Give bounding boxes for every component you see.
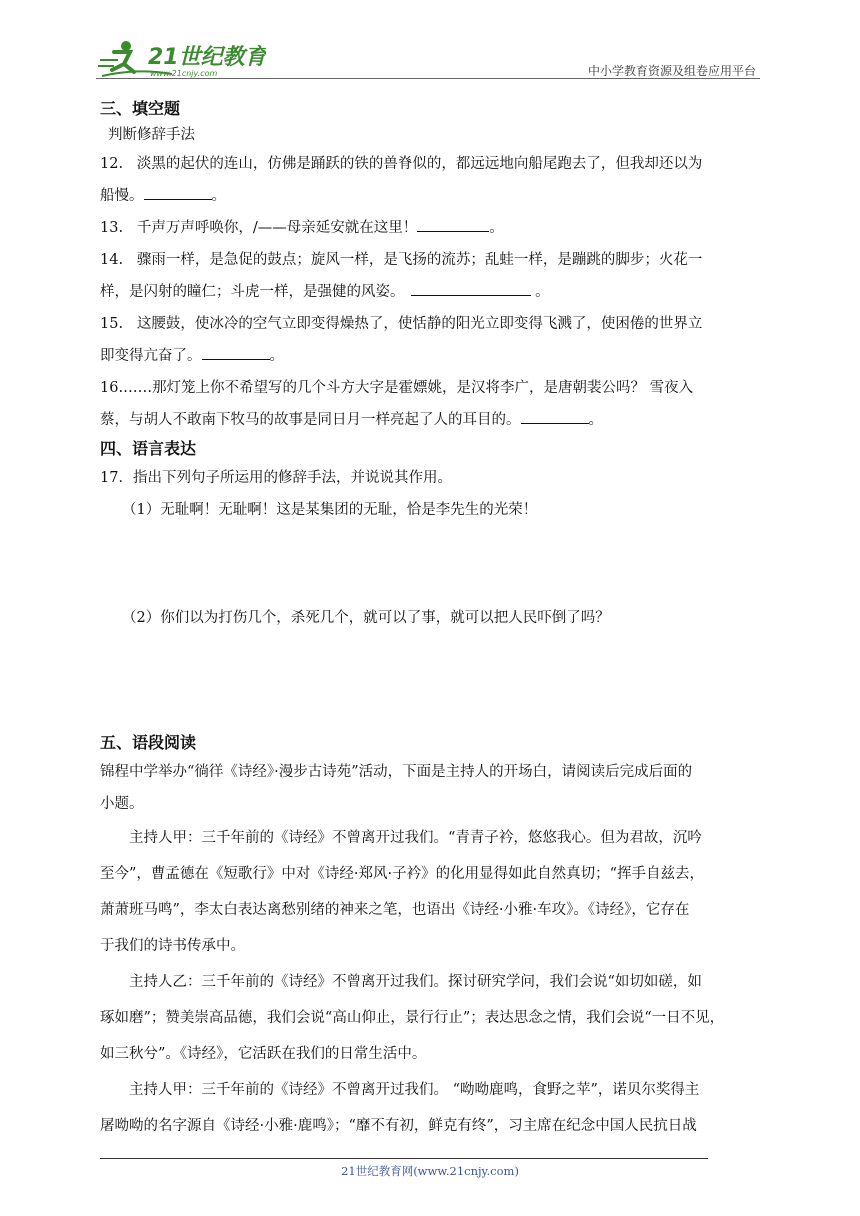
section-title-language: 四、语言表达 <box>100 439 197 458</box>
question-17: 17．指出下列句子所运用的修辞手法，并说说其作用。 <box>100 470 452 486</box>
question-17-part-2: （2）你们以为打伤几个，杀死几个，就可以了事，就可以把人民吓倒了吗？ <box>122 610 610 626</box>
question-16: 16.……那灯笼上你不希望写的几个斗方大字是霍嫖姚，是汉将李广，是唐朝裴公吗？ 雪夜入 蔡，与胡人不敢南下牧马的故事是同日月一样亮起了人的耳目的。 。 <box>100 380 694 428</box>
answer-space[interactable] <box>100 526 762 602</box>
footer-divider <box>100 1158 708 1159</box>
logo-text: 21世纪教育 <box>148 45 266 70</box>
section-title-reading: 五、语段阅读 <box>100 733 197 752</box>
logo-url: www.21cnjy.com <box>150 69 218 78</box>
question-15: 15. 这腰鼓，使冰冷的空气立即变得燥热了，使恬静的阳光立即变得飞溅了，使困倦的世界立 即变得亢奋了。 。 <box>100 316 703 364</box>
reading-paragraph-2: 主持人乙：三千年前的《诗经》不曾离开过我们。探讨研究学问，我们会说“如切如磋，如 琢如磨”；赞美崇高品德，我们会说“高山仰止，景行行止”；表达思念之情，我们会说“一日不见， 如三秋兮”。《诗经》，它活跃在我们的日常生活中。 <box>100 974 725 1062</box>
answer-blank[interactable] <box>521 422 589 424</box>
footer-site-link[interactable]: 21世纪教育网(www.21cnjy.com) <box>341 1164 519 1178</box>
runner-logo-icon <box>96 38 266 80</box>
question-12: 12. 淡黑的起伏的连山，仿佛是踊跃的铁的兽脊似的，都远远地向船尾跑去了，但我却还以为 船慢。 。 <box>100 156 703 204</box>
question-13: 13. 千声万声呼唤你，/——母亲延安就在这里！ 。 <box>100 220 504 236</box>
platform-name: 中小学教育资源及组卷应用平台 <box>587 64 756 78</box>
answer-blank[interactable] <box>202 358 270 360</box>
header-divider <box>96 78 760 79</box>
answer-blank[interactable] <box>144 198 212 200</box>
answer-blank[interactable] <box>411 294 531 296</box>
section-title-fill-blank: 三、填空题 <box>100 99 181 118</box>
reading-paragraph-3: 主持人甲：三千年前的《诗经》不曾离开过我们。 “呦呦鹿鸣，食野之苹”，诺贝尔奖得主 屠呦呦的名字源自《诗经·小雅·鹿鸣》；“靡不有初，鲜克有终”，习主席在纪念中国人民抗日战 <box>100 1082 700 1134</box>
question-17-part-1: （1）无耻啊！无耻啊！这是某集团的无耻，恰是李先生的光荣！ <box>122 502 538 518</box>
reading-paragraph-1: 主持人甲：三千年前的《诗经》不曾离开过我们。“青青子衿，悠悠我心。但为君故，沉吟 至今”，曹孟德在《短歌行》中对《诗经·郑风·子衿》的化用显得如此自然真切；“挥手自兹去， 萧萧班马鸣”，李太白表达离愁别绪的神来之笔，也语出《诗经·小雅·车攻》。《诗经》，它存在 于我们的诗书传承中。 <box>100 830 705 954</box>
answer-space[interactable] <box>100 634 762 730</box>
site-logo <box>96 38 266 80</box>
reading-intro: 锦程中学举办“徜徉《诗经》·漫步古诗苑”活动，下面是主持人的开场白，请阅读后完成后面的 小题。 <box>100 764 693 812</box>
section-intro: 判断修辞手法 <box>108 127 195 143</box>
answer-blank[interactable] <box>417 230 489 232</box>
document-body <box>100 96 762 1144</box>
question-14: 14. 骤雨一样，是急促的鼓点；旋风一样，是飞扬的流苏；乱蛙一样，是蹦跳的脚步；火花一 样，是闪射的瞳仁；斗虎一样，是强健的风姿。 。 <box>100 252 703 300</box>
